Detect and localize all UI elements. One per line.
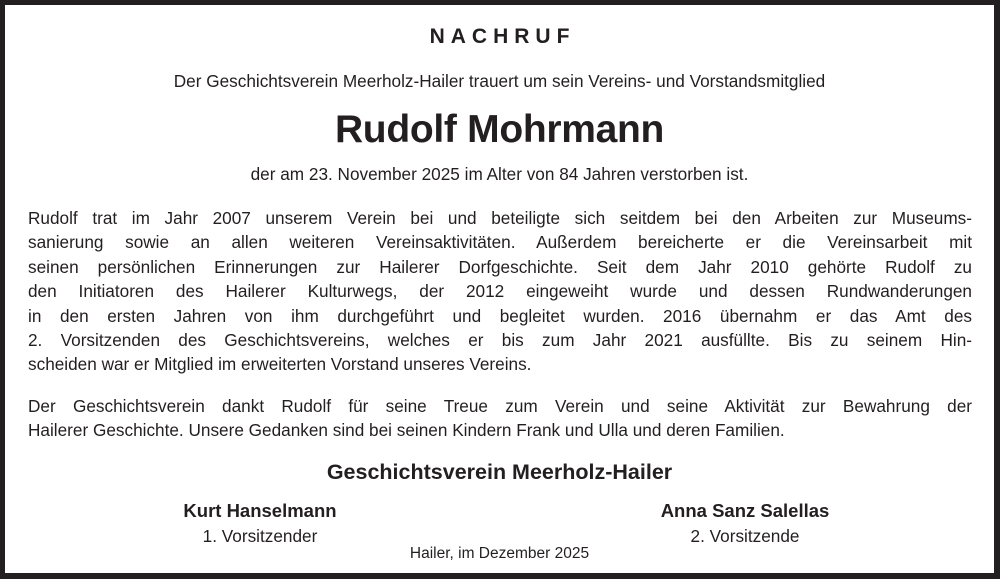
signer-role: 1. Vorsitzender: [202, 526, 318, 546]
paragraph-line: scheiden war er Mitglied im erweiterten Vorstand unseres Vereins.: [28, 354, 532, 375]
paragraph-line: 2. Vorsitzenden des Geschichtsvereins, welches er bis zum Jahr 2021 ausfüllte. Bis zu seinem Hin-: [28, 329, 972, 350]
notice-title: NACHRUF: [429, 25, 576, 48]
signature-organization: Geschichtsverein Meerholz-Hailer: [326, 460, 673, 484]
signer-first-chair: [110, 499, 410, 549]
signer-second-chair: [595, 499, 895, 549]
signer-name: Anna Sanz Salellas: [660, 500, 830, 521]
paragraph-line: Hailerer Geschichte. Unsere Gedanken sind bei seinen Kindern Frank und Ulla und deren Familien.: [28, 420, 785, 441]
paragraph-line: den Initiatoren des Hailerer Kulturwegs, der 2012 eingeweiht wurde und dessen Rundwanderungen: [28, 281, 972, 302]
paragraph-line: in den ersten Jahren von ihm durchgeführt und begleitet wurden. 2016 übernahm er das Amt des: [28, 305, 972, 326]
paragraph-line: sanierung sowie an allen weiteren Vereinsaktivitäten. Außerdem bereicherte er die Vereinsarbeit mit: [28, 232, 972, 253]
signer-name: Kurt Hanselmann: [183, 500, 337, 521]
deceased-name: Rudolf Mohrmann: [334, 108, 665, 151]
paragraph-line: seinen persönlichen Erinnerungen zur Hailerer Dorfgeschichte. Seit dem Jahr 2010 gehörte Rudolf zu: [28, 256, 972, 277]
place-date: Hailer, im Dezember 2025: [409, 545, 590, 562]
death-line: der am 23. November 2025 im Alter von 84 Jahren verstorben ist.: [250, 164, 749, 184]
signer-role: 2. Vorsitzende: [690, 526, 800, 546]
thanks-paragraph: [28, 394, 972, 443]
paragraph-line: Der Geschichtsverein dankt Rudolf für seine Treue zum Verein und seine Aktivität zur Bewahrung der: [28, 396, 972, 416]
intro-line: Der Geschichtsverein Meerholz-Hailer trauert um sein Vereins- und Vorstandsmitglied: [173, 71, 826, 91]
paragraph-line: Rudolf trat im Jahr 2007 unserem Verein bei und beteiligte sich seitdem bei den Arbeiten zur Museums-: [28, 208, 972, 228]
biography-paragraph: [28, 206, 972, 377]
